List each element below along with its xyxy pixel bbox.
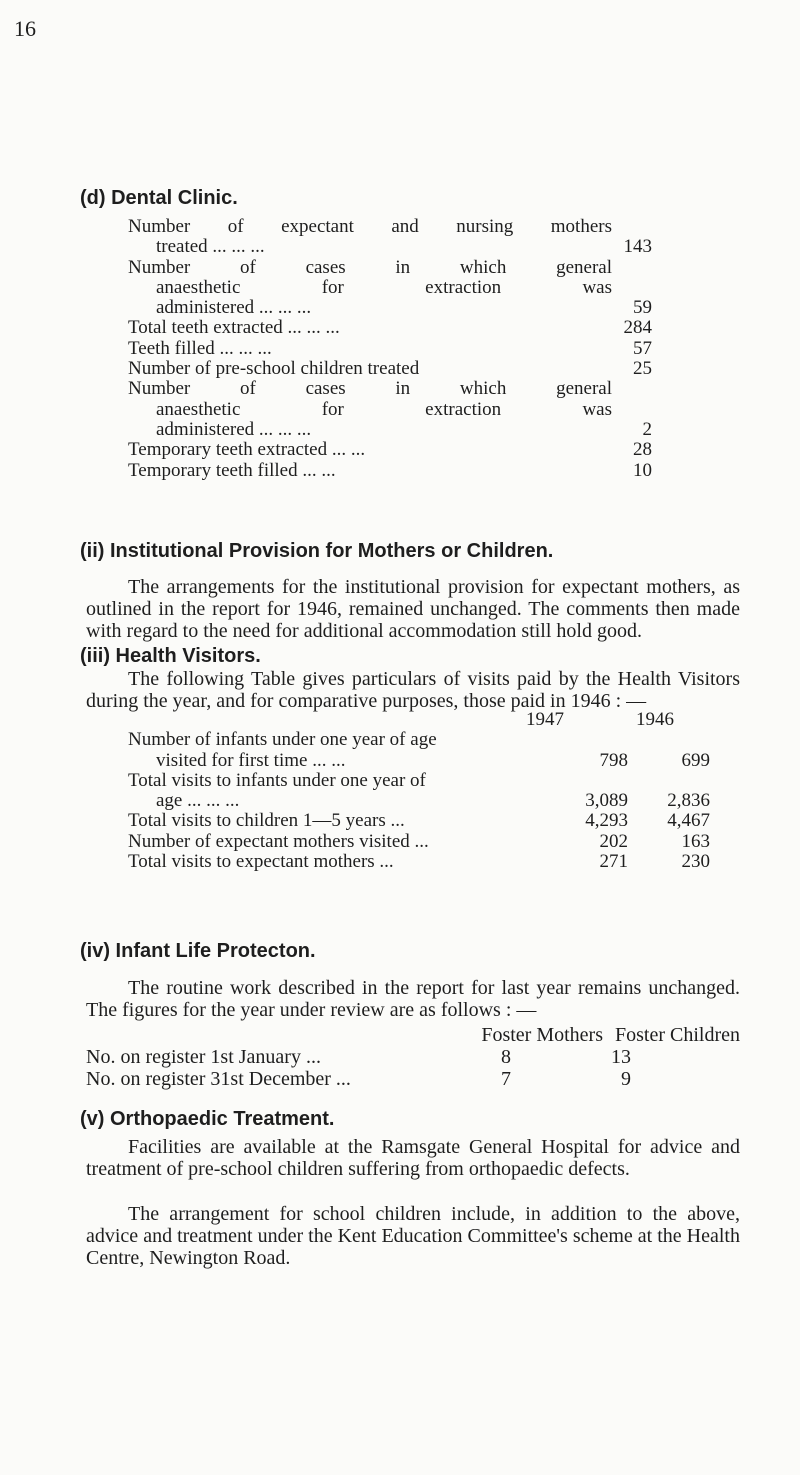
dental-row-label: Teeth filled ... ... ... [128,337,272,359]
infant-life-row-label: No. on register 1st January ... [86,1046,321,1068]
dental-row-value: 10 [633,459,652,481]
dental-row-value [612,258,652,278]
dental-row-line [128,379,652,399]
orthopaedic-text-1: Facilities are available at the Ramsgate General Hospital for advice and treatment of pre-school children suffering from orthopaedic defects. [86,1136,740,1180]
page-number: 16 [14,16,36,41]
dental-row-value: 284 [623,317,652,339]
foster-mothers-value: 8 [501,1046,511,1068]
health-visitors-table-header [128,710,710,730]
value-1946: 2,836 [667,790,710,812]
value-1947: 3,089 [585,790,628,812]
dental-row-value: 143 [623,236,652,258]
dental-row-line [128,461,652,481]
foster-mothers-value: 7 [501,1068,511,1090]
infant-life-row [86,1046,740,1068]
dental-row-label: administered ... ... ... [156,418,312,440]
value-1947 [536,730,628,750]
health-visitors-row-label: visited for first time ... ... [156,749,346,771]
dental-row-label: Number of pre-school children treated [128,358,420,380]
dental-row-line [128,420,652,440]
dental-row-line [128,339,652,359]
value-1946: 699 [681,749,710,771]
dental-row-line [128,400,652,420]
health-visitors-row-label: Total visits to infants under one year of [128,769,426,791]
dental-row-line [128,359,652,379]
health-visitors-row-label: age ... ... ... [156,790,240,812]
dental-row-line [128,258,652,278]
dental-row-value: 25 [633,358,652,380]
dental-row-value: 2 [642,418,652,440]
column-1947: 1947 [526,709,564,730]
health-visitors-row-line [128,852,710,872]
orthopaedic-heading: (v) Orthopaedic Treatment. [80,1108,335,1130]
dental-row-label: Number of cases in which general [128,378,612,400]
dental-row-value [612,278,652,298]
infant-life-table-header [86,1024,740,1046]
dental-row-line [128,237,652,257]
infant-life-row [86,1068,740,1090]
column-foster-children: Foster Children [615,1024,740,1046]
dental-row-label: anaesthetic for extraction was [156,398,612,420]
health-visitors-row-line [128,771,710,791]
dental-row-value [612,400,652,420]
value-1946: 4,467 [667,810,710,832]
health-visitors-row-line [128,791,710,811]
health-visitors-row-line [128,751,710,771]
value-1946 [628,730,710,750]
value-1946 [628,771,710,791]
dental-row-line [128,440,652,460]
health-visitors-row-label: Number of infants under one year of age [128,729,437,751]
dental-row-label: Number of cases in which general [128,256,612,278]
health-visitors-text: The following Table gives particulars of visits paid by the Health Visitors during the year, and for comparative purposes, those paid in 1946 : — [86,668,740,712]
dental-clinic-heading: (d) Dental Clinic. [80,187,238,209]
infant-life-text: The routine work described in the report for last year remains unchanged. The figures for the year under review are as follows : — [86,977,740,1021]
institutional-provision-text: The arrangements for the institutional provision for expectant mothers, as outlined in the report for 1946, remained unchanged. The comments then made with regard to the need for additional accommodation still hold good. [86,576,740,642]
value-1947 [536,771,628,791]
infant-life-row-label: No. on register 31st December ... [86,1068,351,1090]
institutional-provision-heading: (ii) Institutional Provision for Mothers or Children. [80,540,554,562]
health-visitors-table [128,710,710,872]
dental-row-label: Temporary teeth extracted ... ... [128,439,366,461]
value-1946: 230 [681,851,710,873]
dental-row-line [128,278,652,298]
dental-clinic-table [128,217,652,481]
health-visitors-row-line [128,730,710,750]
value-1947: 798 [599,749,628,771]
health-visitors-row-line [128,811,710,831]
orthopaedic-text-2: The arrangement for school children include, in addition to the above, advice and treatment under the Kent Education Committee's scheme at the Health Centre, Newington Road. [86,1203,740,1269]
dental-row-value: 28 [633,439,652,461]
dental-row-value [612,379,652,399]
foster-children-value: 9 [621,1068,631,1090]
dental-row-label: Total teeth extracted ... ... ... [128,317,340,339]
infant-life-heading: (iv) Infant Life Protecton. [80,940,316,962]
foster-children-value: 13 [611,1046,631,1068]
dental-row-value [612,217,652,237]
infant-life-table [86,1024,740,1090]
health-visitors-row-label: Total visits to expectant mothers ... [128,851,394,873]
dental-row-label: anaesthetic for extraction was [156,276,612,298]
column-foster-mothers: Foster Mothers [481,1024,603,1046]
dental-row-line [128,298,652,318]
health-visitors-row-line [128,832,710,852]
value-1947: 271 [599,851,628,873]
health-visitors-heading: (iii) Health Visitors. [80,645,261,667]
dental-row-label: administered ... ... ... [156,297,312,319]
dental-row-line [128,217,652,237]
dental-row-label: treated ... ... ... [156,236,265,258]
dental-row-value: 59 [633,297,652,319]
column-1946: 1946 [636,709,674,730]
dental-row-line [128,318,652,338]
dental-row-label: Number of expectant and nursing mothers [128,216,612,237]
dental-row-label: Temporary teeth filled ... ... [128,459,336,481]
dental-row-value: 57 [633,337,652,359]
value-1947: 4,293 [585,810,628,832]
health-visitors-row-label: Total visits to children 1—5 years ... [128,810,405,832]
health-visitors-row-label: Number of expectant mothers visited ... [128,830,429,852]
value-1947: 202 [599,830,628,852]
value-1946: 163 [681,830,710,852]
